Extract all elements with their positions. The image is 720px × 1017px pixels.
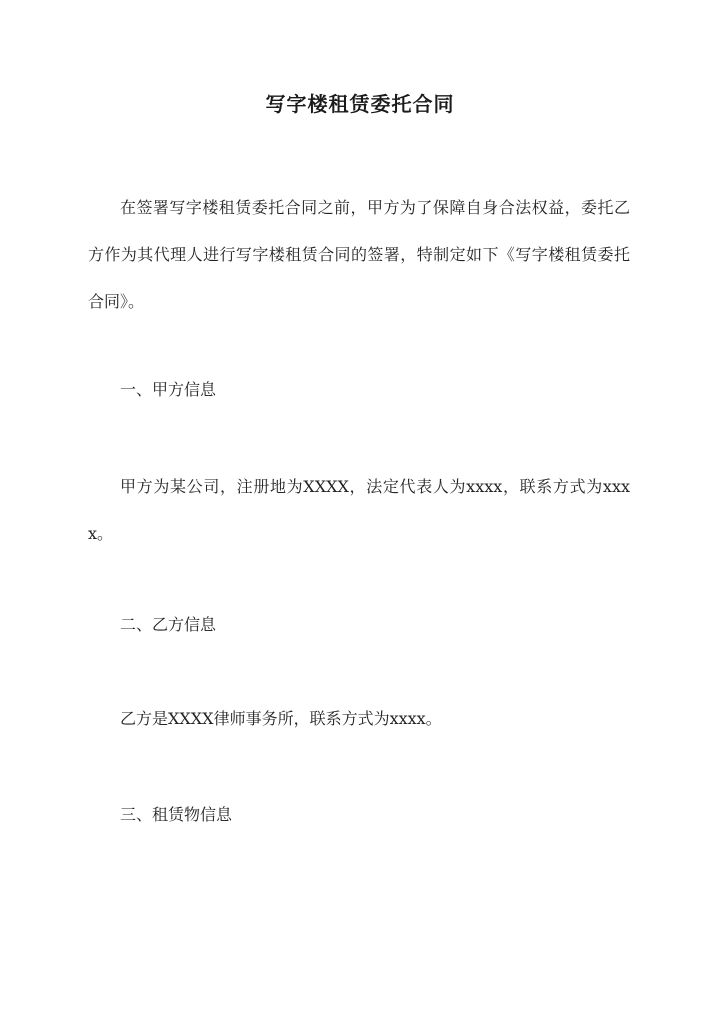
section-body-party-a: 甲方为某公司，注册地为XXXX，法定代表人为xxxx，联系方式为xxxx。 [88,477,630,543]
intro-paragraph: 在签署写字楼租赁委托合同之前，甲方为了保障自身合法权益，委托乙方作为其代理人进行写字楼租赁合同的签署，特制定如下《写字楼租赁委托合同》。 [88,198,630,311]
section-heading-party-a: 一、甲方信息 [120,380,217,399]
section-heading-leased-property: 三、租赁物信息 [120,805,233,824]
section-body-party-b: 乙方是XXXX律师事务所，联系方式为xxxx。 [120,709,442,728]
document-title: 写字楼租赁委托合同 [265,92,455,116]
section-heading-party-b: 二、乙方信息 [120,615,217,634]
